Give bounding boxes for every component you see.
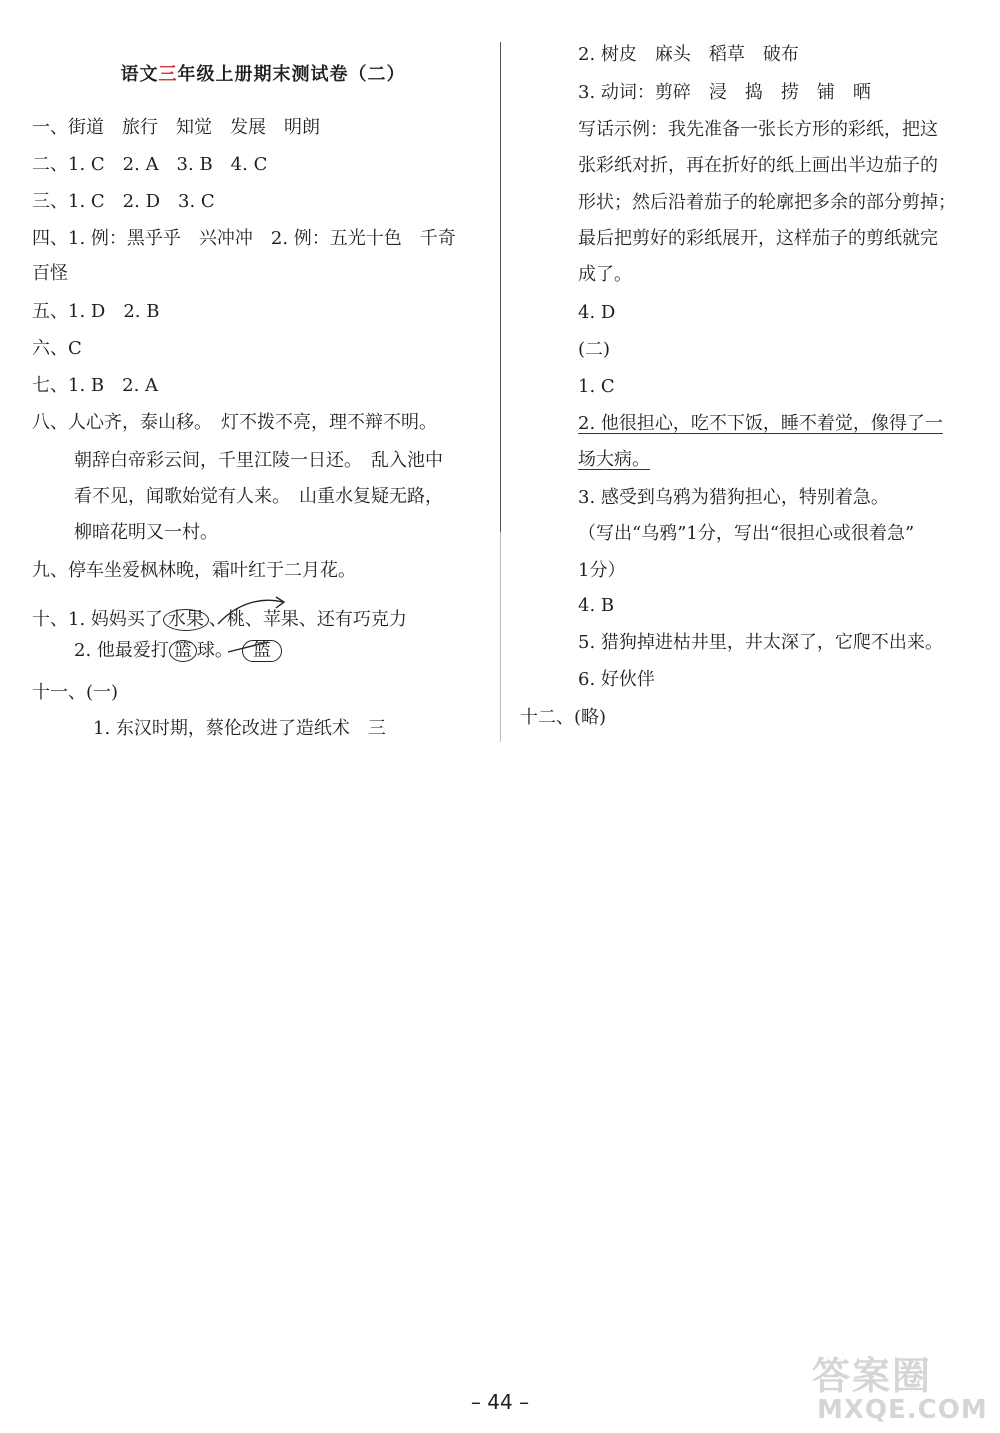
answer-r10: 4. B xyxy=(578,595,615,616)
correction-arrow xyxy=(208,592,318,662)
answer-r3-line4: 最后把剪好的彩纸展开，这样茄子的剪纸就完 xyxy=(578,228,938,249)
answer-r12: 6. 好伙伴 xyxy=(578,669,655,690)
answer-q11-1: 1. 东汉时期，蔡伦改进了造纸术 三 xyxy=(93,718,386,739)
answer-r7-line2: 场大病。 xyxy=(578,449,650,470)
answer-r2: 3. 动词：剪碎 浸 捣 捞 铺 晒 xyxy=(578,82,871,103)
page-title: 语文三年级上册期末测试卷（二） xyxy=(120,64,406,85)
watermark-logo: 答案圈 MXQE.COM xyxy=(812,1354,988,1425)
answer-q5: 五、1. D 2. B xyxy=(32,301,160,322)
answer-r3-line3: 形状；然后沿着茄子的轮廓把多余的部分剪掉； xyxy=(578,192,956,213)
answer-r8: 3. 感受到乌鸦为猎狗担心，特别着急。 xyxy=(578,487,889,508)
answer-r13: 十二、(略) xyxy=(520,707,607,728)
answer-r9-line1: （写出“乌鸦”1分，写出“很担心或很着急” xyxy=(578,523,915,544)
answer-q6: 六、C xyxy=(32,338,82,359)
answer-q10-line2: 2. 他最爱打 篮 球。 篮 xyxy=(74,638,282,664)
column-divider xyxy=(500,42,501,742)
answer-q8-line2: 朝辞白帝彩云间，千里江陵一日还。 乱入池中 xyxy=(74,450,443,471)
answer-r3-line2: 张彩纸对折，再在折好的纸上画出半边茄子的 xyxy=(578,155,938,176)
page-number: – 44 – xyxy=(470,1390,530,1414)
answer-q11: 十一、(一) xyxy=(32,682,119,703)
answer-q9: 九、停车坐爱枫林晚，霜叶红于二月花。 xyxy=(32,560,356,581)
answer-r11: 5. 猎狗掉进枯井里，井太深了，它爬不出来。 xyxy=(578,632,943,653)
correction-circle: 篮 xyxy=(242,640,282,662)
circled-char: 篮 xyxy=(169,640,197,662)
answer-r1: 2. 树皮 麻头 稻草 破布 xyxy=(578,44,799,65)
answer-q8-line3: 看不见，闻歌始觉有人来。 山重水复疑无路， xyxy=(74,486,443,507)
answer-r3-line1: 写话示例：我先准备一张长方形的彩纸，把这 xyxy=(578,119,938,140)
answer-q10-line1: 十、1. 妈妈买了 水果 、桃、苹果、还有巧克力 xyxy=(32,609,407,630)
answer-q4-line1: 四、1. 例：黑乎乎 兴冲冲 2. 例：五光十色 千奇 xyxy=(32,228,456,249)
answer-q8-line4: 柳暗花明又一村。 xyxy=(74,522,218,543)
answer-r3-line5: 成了。 xyxy=(578,264,632,285)
answer-r4: 4. D xyxy=(578,302,616,323)
answer-q7: 七、1. B 2. A xyxy=(32,375,159,396)
circled-word: 水果 xyxy=(163,609,209,631)
answer-q8-line1: 八、人心齐，泰山移。 灯不拨不亮，理不辩不明。 xyxy=(32,412,437,433)
answer-r5: (二) xyxy=(578,339,611,360)
answer-q4-line2: 百怪 xyxy=(32,263,68,284)
answer-q1: 一、街道 旅行 知觉 发展 明朗 xyxy=(32,117,320,138)
answer-r7-line1: 2. 他很担心，吃不下饭，睡不着觉，像得了一 xyxy=(578,413,943,434)
answer-q3: 三、1. C 2. D 3. C xyxy=(32,191,215,212)
answer-r6: 1. C xyxy=(578,376,615,397)
answer-r9-line2: 1分） xyxy=(578,560,626,581)
answer-q2: 二、1. C 2. A 3. B 4. C xyxy=(32,154,268,175)
